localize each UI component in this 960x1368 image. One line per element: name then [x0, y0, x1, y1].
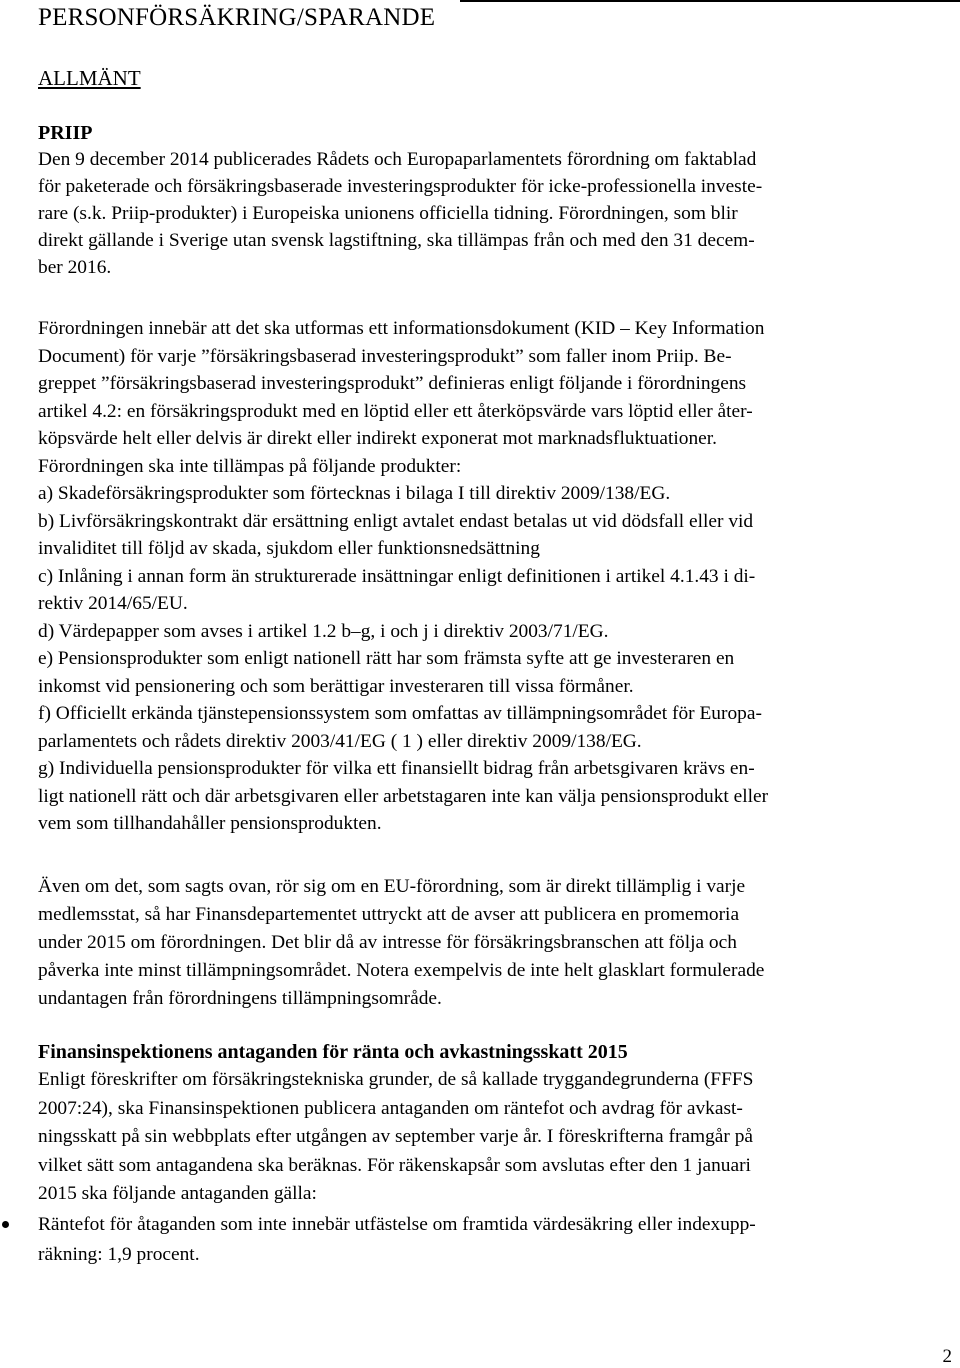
text-line: medlemsstat, så har Finansdepartementet uttryckt att de avser att publicera en promemoria	[38, 904, 740, 925]
text-line: greppet ”försäkringsbaserad investeringsprodukt” definieras enligt följande i förordningens	[38, 373, 747, 394]
text-line: räkning: 1,9 procent.	[38, 1244, 200, 1265]
text-line: Förordningen innebär att det ska utformas ett informationsdokument (KID – Key Information	[38, 318, 765, 339]
bullet-list-item	[38, 1210, 950, 1270]
list-item-c: c) Inlåning i annan form än strukturerade insättningar enligt definitionen i artikel 4.1.43 i di-	[38, 565, 756, 587]
list-item-b: b) Livförsäkringskontrakt där ersättning enligt avtalet endast betalas ut vid dödsfall eller vid	[38, 510, 754, 532]
list-item-f: f) Officiellt erkända tjänstepensionssystem som omfattas av tillämpningsområdet för Europa-	[38, 703, 762, 724]
text-line: parlamentets och rådets direktiv 2003/41/EG ( 1 ) eller direktiv 2009/138/EG.	[38, 730, 642, 752]
text-line: Även om det, som sagts ovan, rör sig om en EU-förordning, som är direkt tillämplig i varje	[38, 876, 746, 897]
text-line: Räntefot för åtaganden som inte innebär utfästelse om framtida värdesäkring eller indexupp-	[38, 1214, 756, 1235]
text-line: artikel 4.2: en försäkringsprodukt med en löptid eller ett återköpsvärde vars löptid eller åter-	[38, 400, 753, 422]
text-line: påverka inte minst tillämpningsområdet. Notera exempelvis de inte helt glasklart formulerade	[38, 960, 765, 981]
list-item-e: e) Pensionsprodukter som enligt nationell rätt har som främsta syfte att ge investeraren en	[38, 648, 735, 669]
text-line: vilket sätt som antagandena ska beräknas. För räkenskapsår som avslutas efter den 1 januari	[38, 1154, 751, 1176]
page-number: 2	[942, 1346, 952, 1367]
text-line: direkt gällande i Sverige utan svensk lagstiftning, ska tillämpas från och med den 31 decem-	[38, 230, 755, 251]
text-line: Document) för varje ”försäkringsbaserad investeringsprodukt” som faller inom Priip. Be-	[38, 345, 732, 367]
text-line: inkomst vid pensionering och som berättigar investeraren till vissa förmåner.	[38, 675, 634, 697]
text-line: ber 2016.	[38, 257, 112, 278]
fi-heading: Finansinspektionens antaganden för ränta och avkastningsskatt 2015	[38, 1041, 628, 1063]
text-line: rektiv 2014/65/EU.	[38, 593, 188, 614]
text-line: Enligt föreskrifter om försäkringstekniska grunder, de så kallade tryggandegrunderna (FFFS	[38, 1069, 754, 1090]
text-line: undantagen från förordningens tillämpningsområde.	[38, 988, 442, 1009]
priip-heading: PRIIP	[38, 122, 93, 144]
text-line: 2007:24), ska Finansinspektionen publicera antaganden om räntefot och avdrag för avkast-	[38, 1097, 743, 1119]
top-rule	[460, 0, 960, 2]
text-line: rare (s.k. Priip-produkter) i Europeiska unionens officiella tidning. Förordningen, som blir	[38, 203, 738, 224]
text-line: köpsvärde helt eller delvis är direkt eller indirekt exponerat mot marknadsfluktuationer.	[38, 428, 717, 449]
priip-details-paragraph	[38, 315, 950, 838]
eu-regulation-paragraph	[38, 873, 950, 1013]
text-line: invaliditet till följd av skada, sjukdom eller funktionsnedsättning	[38, 538, 540, 559]
text-line: 2015 ska följande antaganden gälla:	[38, 1183, 317, 1204]
text-line: Den 9 december 2014 publicerades Rådets och Europaparlamentets förordning om faktablad	[38, 149, 757, 170]
page-title: PERSONFÖRSÄKRING/SPARANDE	[38, 4, 436, 31]
list-item-d: d) Värdepapper som avses i artikel 1.2 b–g, i och j i direktiv 2003/71/EG.	[38, 620, 609, 642]
bullet-icon	[2, 1221, 9, 1228]
priip-intro-paragraph	[38, 146, 950, 281]
text-line: ningsskatt på sin webbplats efter utgången av september varje år. I föreskrifterna framgår på	[38, 1126, 754, 1147]
text-line: Förordningen ska inte tillämpas på följande produkter:	[38, 455, 462, 477]
list-item-a: a) Skadeförsäkringsprodukter som förtecknas i bilaga I till direktiv 2009/138/EG.	[38, 483, 671, 504]
text-line: ligt nationell rätt och där arbetsgivaren eller arbetstagaren inte kan välja pensionsprodukt eller	[38, 785, 769, 807]
fi-paragraph	[38, 1066, 950, 1209]
text-line: vem som tillhandahåller pensionsprodukten.	[38, 813, 382, 834]
section-heading-allmant: ALLMÄNT	[38, 66, 141, 90]
list-item-g: g) Individuella pensionsprodukter för vilka ett finansiellt bidrag från arbetsgivaren krävs en-	[38, 758, 755, 779]
text-line: för paketerade och försäkringsbaserade investeringsprodukter för icke-professionella investe-	[38, 176, 763, 197]
text-line: under 2015 om förordningen. Det blir då av intresse för försäkringsbranschen att följa och	[38, 932, 737, 953]
